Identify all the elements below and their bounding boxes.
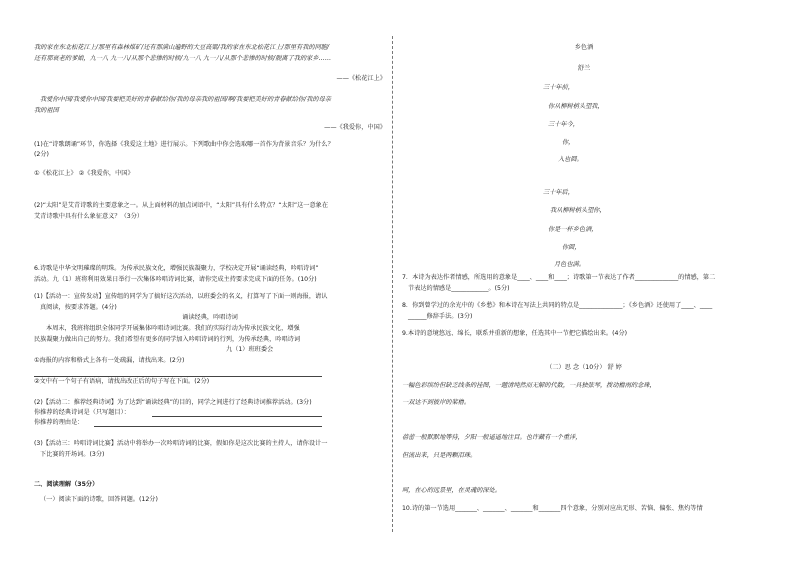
answer-line-1[interactable]: [34, 369, 322, 377]
question7-text-cont: 节表达的情感是____________。(5分): [408, 285, 510, 292]
poem2-line1: 我爱你中国/我爱你中国/我要把美好的青春献给你/我的母亲我的祖国/啊/我要把美好的青春献给你/我的母亲: [40, 96, 331, 103]
poem1-line1: 我的家在东北松花江上/那里有森林煤矿/还有那满山遍野的大豆高粱/我的家在东北松花江上/那里有我的同胞/: [34, 44, 330, 51]
subquestion2-text: ②文中有一个句子有语病，请找出改正后的句子写在下面。(2分): [34, 378, 210, 385]
right-column: [398, 0, 770, 561]
stanza1-line3: 三十年今，: [548, 121, 579, 128]
prose-line4: 但流出来，只是两颗泪珠。: [402, 452, 477, 459]
question2-text: (2)“太阳”是艾青诗歌的主要意象之一。从上面材料的加点词语中，“太阳”具有什么特点？“太阳”这一意象在: [34, 202, 329, 209]
answer-line-2[interactable]: [152, 409, 322, 417]
poster-body-line2: 民族凝聚力做出自己的努力。我们希望有更多的同学加入吟唱诗词的行列，为传承经典，吟唱诗词: [34, 336, 301, 343]
question10-text: 10.诗的第一节选用_______、_______、_______和_______四个意象，分别对应出无形、苦恼、偏张、焦灼等情: [402, 505, 703, 512]
answer-line-3[interactable]: [94, 419, 322, 427]
question7-text: 7．本诗为表达作者情感，所选用的意象是____、____和____；诗歌第一节表达了作者______________的情感，第二: [402, 274, 716, 281]
task2-recommend-label: 你推荐的经典诗词是（只写题目）：: [34, 409, 130, 416]
poster-title: 诵读经典，吟唱诗词: [182, 314, 238, 321]
part1-heading: （一）阅读下面的诗歌，回答问题。(12分): [40, 496, 158, 503]
question6-text-cont: 活动。九（1）班将利用效果日举行一次集体吟唱诗词比赛，请你完成主持要求完成下面的任务。(10分): [34, 276, 317, 283]
stanza2-line4: 你圆，: [562, 244, 581, 251]
source-songhuajiang: ——《松花江上》: [336, 75, 386, 82]
prose-line2: 一双达不到彼岸的桨橹。: [402, 399, 471, 406]
task3-text-cont: 下比赛的开场词。(3分): [40, 451, 105, 458]
question1-options: ①《松花江上》 ②《我爱你，中国》: [34, 170, 134, 177]
stanza2-line1: 三十年后，: [543, 189, 574, 196]
task1-text: (1)【活动一：宣传发动】宣传组的同学为了搞好这次活动，以班委会的名义，打算写了下面一则海报，请认: [34, 293, 328, 300]
prose-line5: 呵，在心的远景里，在灵魂的深处。: [402, 487, 501, 494]
stanza2-line2: 我从柳树梢头望你，: [550, 207, 606, 214]
poem-author: 舒兰: [577, 65, 591, 72]
question8-text: 8．你到曾学过的余光中的《乡愁》和本诗在写法上共同的特点是______________；《乡色酒》还使用了____、____: [402, 302, 713, 309]
task2-text: (2)【活动二：推荐经典诗词】为了达到“诵读经典”的目的，同学之间进行了经典诗词推荐活动。(3分): [34, 399, 312, 406]
question1-text: (1)在“诗歌朗诵”环节，你选择《我爱这土地》进行展示。下列歌曲中你会选取哪一首作为背景音乐？为什么？: [34, 141, 334, 148]
prose-line1: 一幅色彩缤纷但缺乏线条的挂图，一题清纯然而无解的代数，一具独弦琴，拨动檐雨的念珠，: [402, 382, 656, 389]
poem1-line2: 还有那衰老的爹娘，九一八 九一八/从那个悲惨的时候/九一八 九一八/从那个悲惨的时候/脱离了我的家乡……: [34, 55, 331, 62]
task3-text: (3)【活动三：吟唱诗词比赛】活动中将举办一次吟唱诗词的比赛，假如你是这次比赛的主持人，请你设计一: [34, 440, 328, 447]
stanza1-line1: 三十年前，: [543, 84, 574, 91]
task1-text-cont: 真阅读，按要求答题。(4分): [40, 304, 117, 311]
poem-title: 乡色酒: [574, 44, 594, 51]
task2-reason-label: 你推荐的理由是：: [34, 419, 84, 426]
section2-heading: 二、阅读理解（35分）: [34, 481, 99, 488]
stanza2-line3: 你是一杯乡色酒，: [548, 226, 598, 233]
stanza2-line5: 月色也满。: [554, 261, 585, 268]
stanza1-line5: 入也圆。: [558, 156, 583, 163]
source-woaini: ——《我爱你，中国》: [324, 124, 386, 131]
subquestion1-text: ①海报的内容和格式上各有一处疏漏，请找出来。(2分): [34, 357, 185, 364]
question9-text: 9.本诗的意境悠远、绵长，联系并重新的想象，任选其中一节把它描绘出来。(4分): [402, 330, 628, 337]
left-column: [34, 0, 386, 561]
section-heading-sinian: （二）思 念（10分） 舒 婷: [546, 364, 622, 371]
stanza1-line4: 你，: [562, 139, 575, 146]
prose-line3: 蓓蕾一般默默地等待，夕阳一般遥遥地注目。也许藏有一个重洋，: [402, 434, 582, 441]
column-divider: [392, 36, 393, 532]
question2-text-cont: 艾青诗歌中具有什么象征意义？（3分）: [34, 213, 144, 220]
poster-body-line1: 本周末，我班将组织全体同学开展集体吟唱诗词比赛。我们的实际行动为传承民族文化，增强: [46, 325, 300, 332]
poem2-line2: 我的祖国: [34, 107, 59, 114]
poster-signature: 九（1）班班委会: [226, 346, 274, 353]
question6-text: 6.诗歌是中华文明璀璨的明珠。为传承民族文化，增强民族凝聚力，学校决定开展“诵读经典，吟唱诗词”: [34, 265, 319, 272]
question8-text-cont: ______修辞手法。(3分): [408, 313, 473, 320]
stanza1-line2: 你从柳树梢头望我，: [548, 103, 604, 110]
question1-score: (2分): [34, 151, 49, 158]
